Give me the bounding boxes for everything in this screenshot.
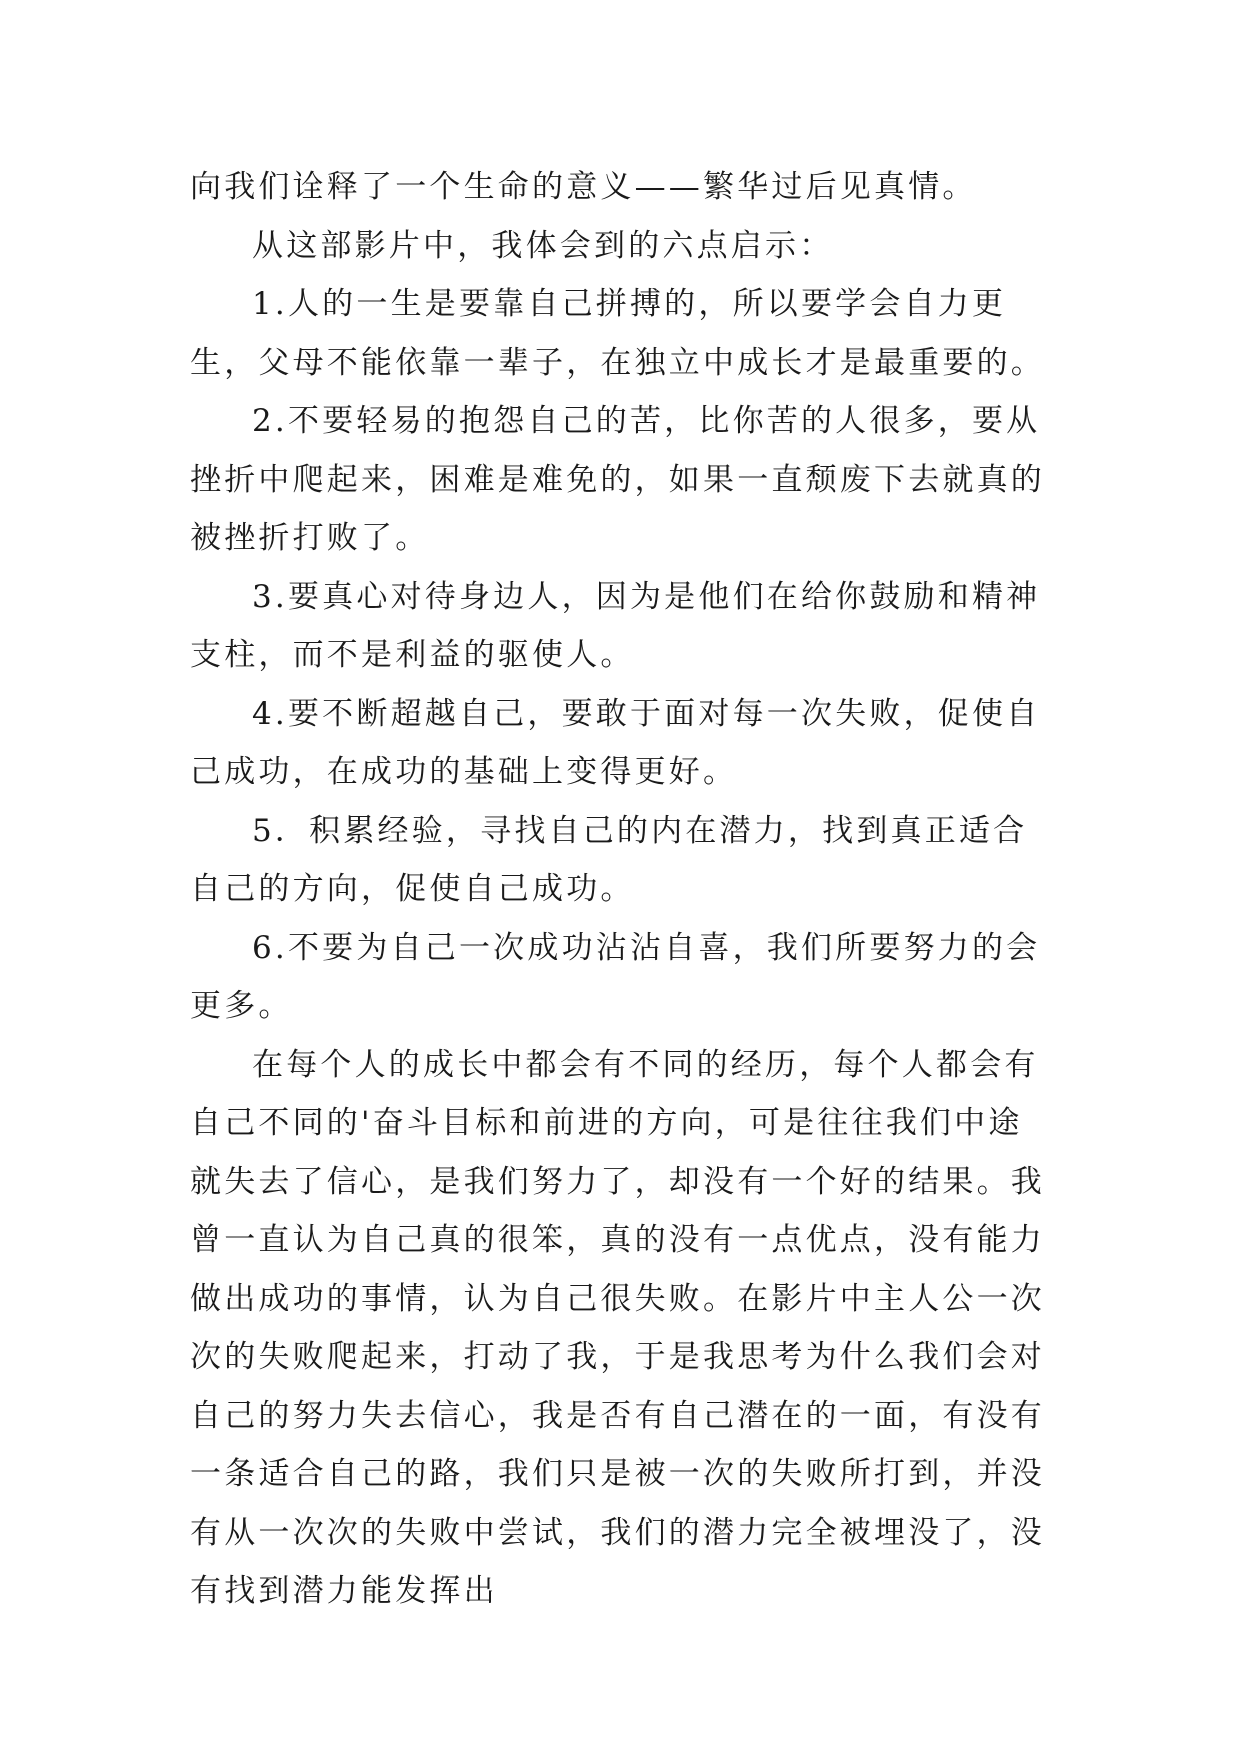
paragraph-point-6: 6.不要为自己一次成功沾沾自喜，我们所要努力的会更多。 — [190, 929, 1041, 1024]
paragraph-point-2: 2.不要轻易的抱怨自己的苦，比你苦的人很多，要从挫折中爬起来，困难是难免的，如果一直颓废下去就真的被挫折打败了。 — [190, 403, 1045, 556]
paragraph-point-4: 4.要不断超越自己，要敢于面对每一次失败，促使自己成功，在成功的基础上变得更好。 — [190, 695, 1041, 790]
paragraph-point-3: 3.要真心对待身边人，因为是他们在给你鼓励和精神支柱，而不是利益的驱使人。 — [190, 578, 1041, 673]
paragraph-intro: 从这部影片中，我体会到的六点启示： — [252, 227, 834, 264]
paragraph-point-5: 5．积累经验，寻找自己的内在潜力，找到真正适合自己的方向，促使自己成功。 — [190, 812, 1028, 907]
document-body — [190, 158, 1052, 1621]
paragraph-reflection: 在每个人的成长中都会有不同的经历，每个人都会有自己不同的'奋斗目标和前进的方向，可是往往我们中途就失去了信心，是我们努力了，却没有一个好的结果。我曾一直认为自己真的很笨，真的没有一点优点，没有能力做出成功的事情，认为自己很失败。在影片中主人公一次次的失败爬起来，打动了我，于是我思考为什么我们会对自己的努力失去信心，我是否有自己潜在的一面，有没有一条适合自己的路，我们只是被一次的失败所打到，并没有从一次次的失败中尝试，我们的潜力完全被埋没了，没有找到潜力能发挥出 — [190, 1046, 1045, 1609]
paragraph-continuation: 向我们诠释了一个生命的意义——繁华过后见真情。 — [190, 169, 977, 205]
paragraph-point-1: 1.人的一生是要靠自己拼搏的，所以要学会自力更生，父母不能依靠一辈子，在独立中成长才是最重要的。 — [190, 286, 1045, 381]
